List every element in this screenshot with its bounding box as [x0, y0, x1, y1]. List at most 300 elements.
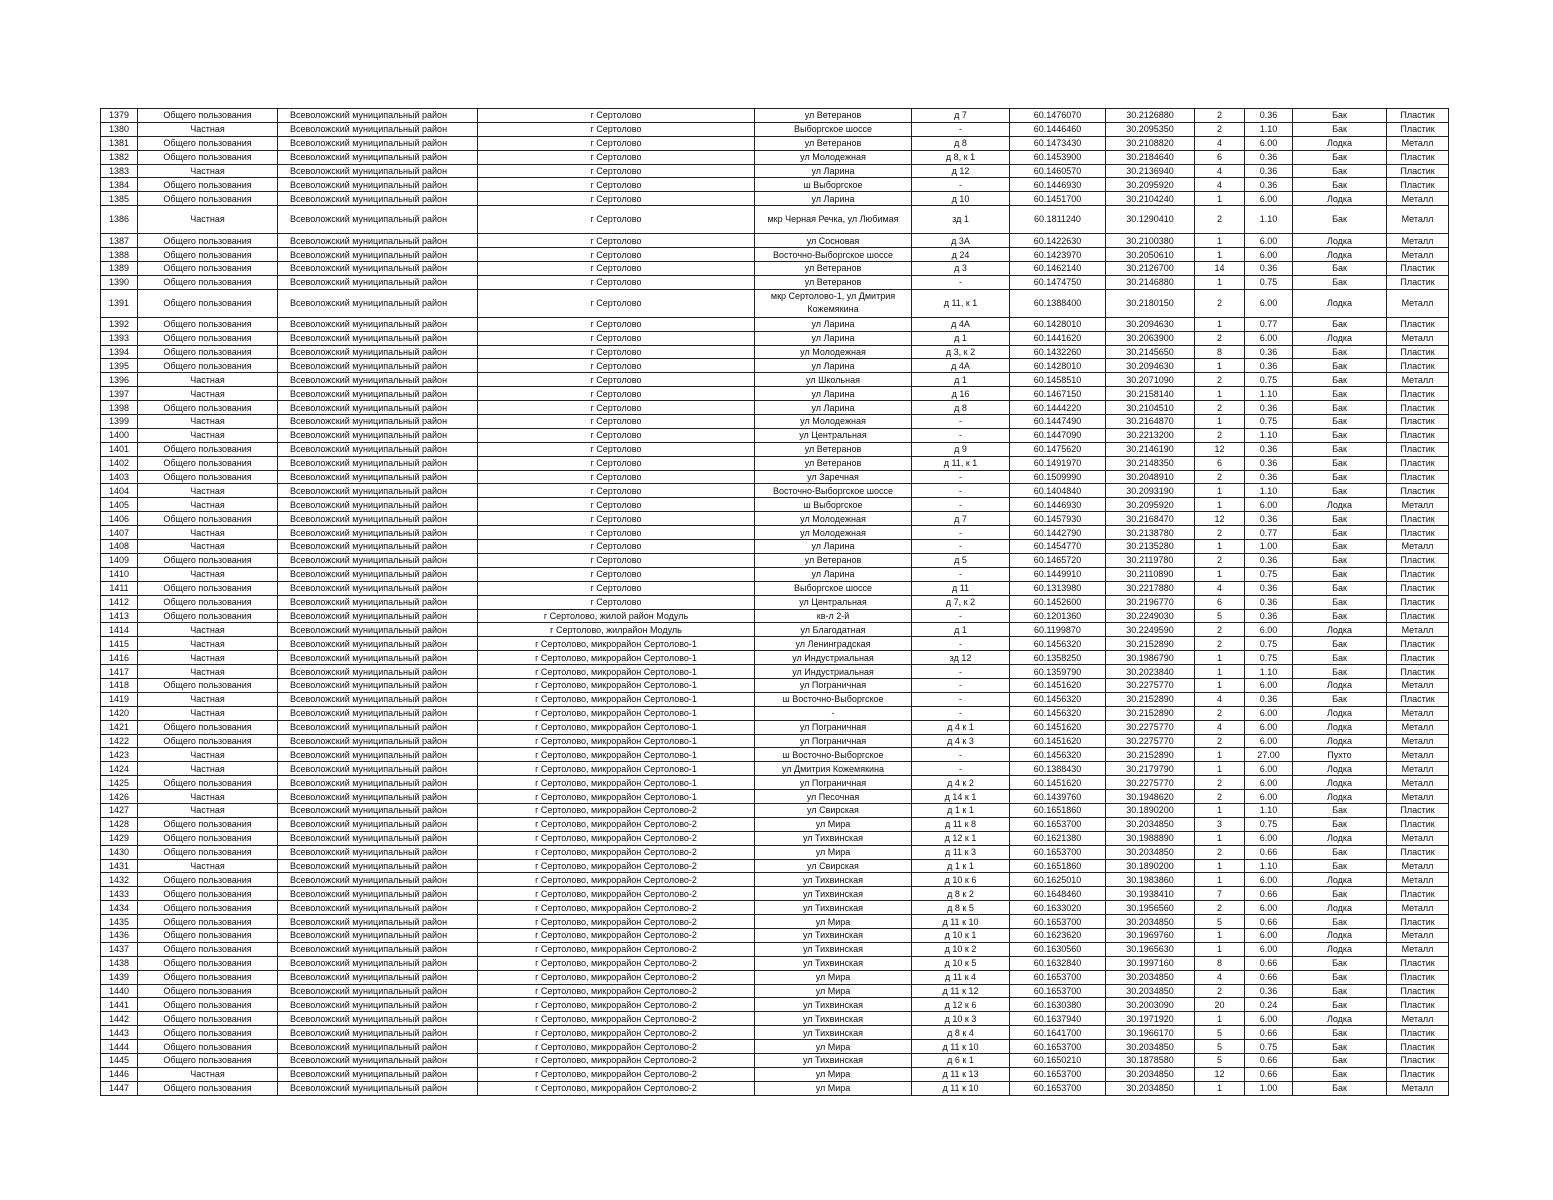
table-row	[101, 678, 1449, 692]
cell-material: Пластик	[1387, 526, 1449, 540]
cell-container-count: 1	[1195, 831, 1245, 845]
cell-street: мкр Черная Речка, ул Любимая	[755, 206, 912, 234]
cell-longitude: 30.2158140	[1106, 387, 1195, 401]
table-row	[101, 720, 1449, 734]
cell-row-number: 1446	[101, 1067, 138, 1081]
cell-volume: 0.66	[1245, 845, 1293, 859]
cell-row-number: 1420	[101, 706, 138, 720]
cell-street: ул Мира	[755, 1040, 912, 1054]
cell-material: Пластик	[1387, 122, 1449, 136]
cell-latitude: 60.1439760	[1010, 790, 1106, 804]
cell-container-type: Лодка	[1293, 678, 1387, 692]
table-row	[101, 289, 1449, 317]
cell-street: ул Центральная	[755, 428, 912, 442]
cell-material: Пластик	[1387, 345, 1449, 359]
cell-row-number: 1440	[101, 984, 138, 998]
cell-settlement: г Сертолово, микрорайон Сертолово-2	[478, 1067, 755, 1081]
cell-access-type: Общего пользования	[138, 915, 278, 929]
cell-settlement: г Сертолово, микрорайон Сертолово-2	[478, 1026, 755, 1040]
cell-settlement: г Сертолово	[478, 415, 755, 429]
cell-material: Металл	[1387, 623, 1449, 637]
cell-access-type: Общего пользования	[138, 831, 278, 845]
cell-access-type: Общего пользования	[138, 581, 278, 595]
cell-volume: 6.00	[1245, 706, 1293, 720]
cell-material: Пластик	[1387, 428, 1449, 442]
cell-district: Всеволожский муниципальный район	[278, 387, 478, 401]
cell-latitude: 60.1623620	[1010, 928, 1106, 942]
cell-longitude: 30.2179790	[1106, 762, 1195, 776]
cell-district: Всеволожский муниципальный район	[278, 859, 478, 873]
table-row	[101, 956, 1449, 970]
cell-access-type: Общего пользования	[138, 984, 278, 998]
cell-longitude: 30.1290410	[1106, 206, 1195, 234]
cell-volume: 0.36	[1245, 984, 1293, 998]
cell-container-type: Лодка	[1293, 762, 1387, 776]
cell-container-count: 1	[1195, 275, 1245, 289]
cell-longitude: 30.2213200	[1106, 428, 1195, 442]
cell-longitude: 30.2152890	[1106, 706, 1195, 720]
cell-street: ш Выборгское	[755, 178, 912, 192]
cell-access-type: Общего пользования	[138, 998, 278, 1012]
cell-house: -	[912, 415, 1010, 429]
cell-container-type: Лодка	[1293, 776, 1387, 790]
cell-volume: 0.75	[1245, 651, 1293, 665]
cell-row-number: 1416	[101, 651, 138, 665]
table-row	[101, 734, 1449, 748]
cell-container-count: 6	[1195, 456, 1245, 470]
cell-latitude: 60.1453900	[1010, 150, 1106, 164]
cell-latitude: 60.1428010	[1010, 359, 1106, 373]
cell-house: -	[912, 762, 1010, 776]
cell-material: Металл	[1387, 206, 1449, 234]
cell-house: д 11 к 13	[912, 1067, 1010, 1081]
cell-district: Всеволожский муниципальный район	[278, 692, 478, 706]
cell-access-type: Общего пользования	[138, 845, 278, 859]
cell-material: Пластик	[1387, 1040, 1449, 1054]
cell-longitude: 30.2095920	[1106, 178, 1195, 192]
cell-latitude: 60.1456320	[1010, 706, 1106, 720]
cell-street: ул Мира	[755, 970, 912, 984]
cell-container-count: 2	[1195, 984, 1245, 998]
cell-container-count: 4	[1195, 720, 1245, 734]
table-row	[101, 942, 1449, 956]
cell-container-count: 2	[1195, 122, 1245, 136]
cell-street: ул Сосновая	[755, 234, 912, 248]
cell-volume: 0.75	[1245, 415, 1293, 429]
cell-longitude: 30.2249590	[1106, 623, 1195, 637]
cell-longitude: 30.2148350	[1106, 456, 1195, 470]
cell-volume: 0.24	[1245, 998, 1293, 1012]
cell-longitude: 30.1971920	[1106, 1012, 1195, 1026]
cell-district: Всеволожский муниципальный район	[278, 428, 478, 442]
cell-container-type: Бак	[1293, 178, 1387, 192]
table-row	[101, 776, 1449, 790]
cell-container-count: 4	[1195, 178, 1245, 192]
cell-house: д 10 к 3	[912, 1012, 1010, 1026]
cell-longitude: 30.2048910	[1106, 470, 1195, 484]
cell-district: Всеволожский муниципальный район	[278, 150, 478, 164]
cell-material: Пластик	[1387, 595, 1449, 609]
cell-settlement: г Сертолово, микрорайон Сертолово-2	[478, 845, 755, 859]
cell-district: Всеволожский муниципальный район	[278, 928, 478, 942]
cell-longitude: 30.2108820	[1106, 136, 1195, 150]
cell-settlement: г Сертолово, микрорайон Сертолово-2	[478, 1040, 755, 1054]
cell-district: Всеволожский муниципальный район	[278, 317, 478, 331]
cell-container-type: Бак	[1293, 1040, 1387, 1054]
cell-row-number: 1435	[101, 915, 138, 929]
cell-container-type: Бак	[1293, 401, 1387, 415]
cell-material: Металл	[1387, 734, 1449, 748]
cell-container-count: 7	[1195, 887, 1245, 901]
cell-container-count: 6	[1195, 595, 1245, 609]
cell-material: Металл	[1387, 234, 1449, 248]
cell-material: Пластик	[1387, 387, 1449, 401]
cell-material: Пластик	[1387, 401, 1449, 415]
cell-volume: 6.00	[1245, 331, 1293, 345]
cell-container-count: 1	[1195, 415, 1245, 429]
table-row	[101, 317, 1449, 331]
cell-row-number: 1427	[101, 803, 138, 817]
cell-longitude: 30.2180150	[1106, 289, 1195, 317]
cell-container-type: Лодка	[1293, 192, 1387, 206]
cell-container-count: 2	[1195, 373, 1245, 387]
cell-longitude: 30.2095350	[1106, 122, 1195, 136]
cell-settlement: г Сертолово	[478, 331, 755, 345]
table-row	[101, 1067, 1449, 1081]
cell-street: ул Ларина	[755, 192, 912, 206]
cell-row-number: 1401	[101, 442, 138, 456]
cell-container-count: 1	[1195, 317, 1245, 331]
waste-site-registry-table	[100, 108, 1449, 1096]
cell-longitude: 30.2095920	[1106, 498, 1195, 512]
cell-row-number: 1394	[101, 345, 138, 359]
cell-settlement: г Сертолово	[478, 470, 755, 484]
cell-latitude: 60.1446460	[1010, 122, 1106, 136]
cell-container-count: 1	[1195, 498, 1245, 512]
cell-latitude: 60.1653700	[1010, 984, 1106, 998]
cell-house: -	[912, 178, 1010, 192]
cell-material: Пластик	[1387, 262, 1449, 276]
cell-material: Пластик	[1387, 651, 1449, 665]
cell-material: Пластик	[1387, 275, 1449, 289]
cell-material: Металл	[1387, 873, 1449, 887]
cell-container-count: 2	[1195, 637, 1245, 651]
cell-house: д 11 к 10	[912, 915, 1010, 929]
cell-district: Всеволожский муниципальный район	[278, 901, 478, 915]
cell-volume: 0.36	[1245, 692, 1293, 706]
cell-street: ул Тихвинская	[755, 901, 912, 915]
registry-body	[101, 109, 1449, 1096]
cell-settlement: г Сертолово, микрорайон Сертолово-1	[478, 692, 755, 706]
cell-street: ул Ларина	[755, 164, 912, 178]
cell-access-type: Частная	[138, 748, 278, 762]
cell-longitude: 30.2275770	[1106, 776, 1195, 790]
cell-district: Всеволожский муниципальный район	[278, 456, 478, 470]
cell-latitude: 60.1632840	[1010, 956, 1106, 970]
cell-access-type: Частная	[138, 498, 278, 512]
cell-house: зд 1	[912, 206, 1010, 234]
table-row	[101, 581, 1449, 595]
cell-street: ул Молодежная	[755, 526, 912, 540]
cell-container-type: Лодка	[1293, 831, 1387, 845]
cell-access-type: Частная	[138, 692, 278, 706]
cell-longitude: 30.2152890	[1106, 637, 1195, 651]
cell-longitude: 30.2136940	[1106, 164, 1195, 178]
cell-street: ул Пограничная	[755, 720, 912, 734]
cell-settlement: г Сертолово, микрорайон Сертолово-1	[478, 637, 755, 651]
cell-access-type: Общего пользования	[138, 595, 278, 609]
cell-container-count: 14	[1195, 262, 1245, 276]
cell-container-type: Бак	[1293, 1081, 1387, 1095]
cell-latitude: 60.1451620	[1010, 720, 1106, 734]
cell-settlement: г Сертолово	[478, 262, 755, 276]
cell-house: д 3А	[912, 234, 1010, 248]
cell-material: Пластик	[1387, 845, 1449, 859]
cell-street: ул Школьная	[755, 373, 912, 387]
cell-row-number: 1415	[101, 637, 138, 651]
cell-container-count: 4	[1195, 164, 1245, 178]
cell-material: Металл	[1387, 859, 1449, 873]
cell-access-type: Частная	[138, 122, 278, 136]
cell-longitude: 30.2034850	[1106, 984, 1195, 998]
cell-district: Всеволожский муниципальный район	[278, 720, 478, 734]
cell-street: ул Мира	[755, 817, 912, 831]
cell-row-number: 1437	[101, 942, 138, 956]
cell-container-count: 2	[1195, 706, 1245, 720]
cell-row-number: 1429	[101, 831, 138, 845]
cell-container-count: 2	[1195, 109, 1245, 123]
cell-latitude: 60.1388430	[1010, 762, 1106, 776]
cell-longitude: 30.1890200	[1106, 803, 1195, 817]
cell-house: д 11 к 4	[912, 970, 1010, 984]
cell-latitude: 60.1452600	[1010, 595, 1106, 609]
cell-settlement: г Сертолово, микрорайон Сертолово-2	[478, 887, 755, 901]
cell-street: ул Дмитрия Кожемякина	[755, 762, 912, 776]
cell-street: ш Восточно-Выборгское	[755, 748, 912, 762]
table-row	[101, 387, 1449, 401]
cell-street: ул Ларина	[755, 567, 912, 581]
table-row	[101, 345, 1449, 359]
cell-latitude: 60.1313980	[1010, 581, 1106, 595]
cell-longitude: 30.2094630	[1106, 317, 1195, 331]
cell-row-number: 1421	[101, 720, 138, 734]
cell-district: Всеволожский муниципальный район	[278, 1040, 478, 1054]
cell-volume: 6.00	[1245, 234, 1293, 248]
cell-longitude: 30.2003090	[1106, 998, 1195, 1012]
table-row	[101, 553, 1449, 567]
cell-street: кв-л 2-й	[755, 609, 912, 623]
cell-house: -	[912, 498, 1010, 512]
cell-access-type: Общего пользования	[138, 720, 278, 734]
cell-street: ул Тихвинская	[755, 1026, 912, 1040]
cell-material: Пластик	[1387, 665, 1449, 679]
cell-container-type: Бак	[1293, 317, 1387, 331]
table-row	[101, 665, 1449, 679]
cell-row-number: 1384	[101, 178, 138, 192]
cell-street: ул Ветеранов	[755, 275, 912, 289]
table-row	[101, 262, 1449, 276]
cell-district: Всеволожский муниципальный район	[278, 915, 478, 929]
table-row	[101, 512, 1449, 526]
cell-container-type: Бак	[1293, 150, 1387, 164]
cell-latitude: 60.1449910	[1010, 567, 1106, 581]
cell-material: Пластик	[1387, 887, 1449, 901]
cell-container-type: Лодка	[1293, 289, 1387, 317]
cell-longitude: 30.2126700	[1106, 262, 1195, 276]
cell-latitude: 60.1811240	[1010, 206, 1106, 234]
cell-volume: 0.36	[1245, 553, 1293, 567]
cell-latitude: 60.1462140	[1010, 262, 1106, 276]
cell-container-type: Бак	[1293, 359, 1387, 373]
cell-row-number: 1411	[101, 581, 138, 595]
cell-access-type: Общего пользования	[138, 262, 278, 276]
cell-container-type: Лодка	[1293, 942, 1387, 956]
cell-street: ул Свирская	[755, 859, 912, 873]
table-row	[101, 567, 1449, 581]
cell-longitude: 30.2135280	[1106, 540, 1195, 554]
cell-house: д 11 к 8	[912, 817, 1010, 831]
cell-container-type: Бак	[1293, 1067, 1387, 1081]
cell-settlement: г Сертолово	[478, 192, 755, 206]
cell-longitude: 30.2126880	[1106, 109, 1195, 123]
cell-container-count: 2	[1195, 470, 1245, 484]
cell-material: Металл	[1387, 776, 1449, 790]
cell-material: Металл	[1387, 1081, 1449, 1095]
cell-row-number: 1395	[101, 359, 138, 373]
cell-district: Всеволожский муниципальный район	[278, 831, 478, 845]
cell-container-type: Лодка	[1293, 623, 1387, 637]
cell-row-number: 1408	[101, 540, 138, 554]
cell-longitude: 30.2110890	[1106, 567, 1195, 581]
table-row	[101, 1026, 1449, 1040]
cell-container-count: 2	[1195, 776, 1245, 790]
cell-longitude: 30.2071090	[1106, 373, 1195, 387]
table-row	[101, 178, 1449, 192]
table-row	[101, 748, 1449, 762]
cell-container-type: Бак	[1293, 275, 1387, 289]
cell-latitude: 60.1653700	[1010, 1067, 1106, 1081]
cell-street: Выборгское шоссе	[755, 122, 912, 136]
cell-district: Всеволожский муниципальный район	[278, 122, 478, 136]
cell-street: ул Тихвинская	[755, 928, 912, 942]
cell-row-number: 1387	[101, 234, 138, 248]
cell-settlement: г Сертолово, жилой район Модуль	[478, 609, 755, 623]
cell-container-count: 5	[1195, 915, 1245, 929]
cell-latitude: 60.1460570	[1010, 164, 1106, 178]
cell-material: Пластик	[1387, 581, 1449, 595]
cell-house: -	[912, 748, 1010, 762]
cell-longitude: 30.1938410	[1106, 887, 1195, 901]
cell-container-count: 1	[1195, 651, 1245, 665]
cell-latitude: 60.1456320	[1010, 637, 1106, 651]
cell-container-count: 2	[1195, 553, 1245, 567]
cell-container-count: 8	[1195, 345, 1245, 359]
cell-container-type: Бак	[1293, 387, 1387, 401]
cell-access-type: Общего пользования	[138, 956, 278, 970]
cell-material: Металл	[1387, 192, 1449, 206]
cell-longitude: 30.1997160	[1106, 956, 1195, 970]
cell-district: Всеволожский муниципальный район	[278, 956, 478, 970]
cell-longitude: 30.2146190	[1106, 442, 1195, 456]
cell-street: ул Песочная	[755, 790, 912, 804]
cell-district: Всеволожский муниципальный район	[278, 581, 478, 595]
cell-longitude: 30.2168470	[1106, 512, 1195, 526]
cell-longitude: 30.2100380	[1106, 234, 1195, 248]
cell-settlement: г Сертолово, микрорайон Сертолово-1	[478, 762, 755, 776]
cell-street: ул Мира	[755, 1081, 912, 1095]
cell-settlement: г Сертолово, микрорайон Сертолово-2	[478, 831, 755, 845]
cell-container-type: Лодка	[1293, 734, 1387, 748]
cell-material: Пластик	[1387, 359, 1449, 373]
cell-house: д 4 к 2	[912, 776, 1010, 790]
cell-settlement: г Сертолово, микрорайон Сертолово-2	[478, 984, 755, 998]
cell-district: Всеволожский муниципальный район	[278, 748, 478, 762]
cell-street: ул Ветеранов	[755, 553, 912, 567]
cell-district: Всеволожский муниципальный район	[278, 512, 478, 526]
table-row	[101, 192, 1449, 206]
cell-row-number: 1425	[101, 776, 138, 790]
table-row	[101, 373, 1449, 387]
cell-district: Всеволожский муниципальный район	[278, 442, 478, 456]
cell-settlement: г Сертолово	[478, 164, 755, 178]
cell-access-type: Частная	[138, 859, 278, 873]
cell-row-number: 1432	[101, 873, 138, 887]
cell-latitude: 60.1451620	[1010, 734, 1106, 748]
cell-house: -	[912, 637, 1010, 651]
cell-settlement: г Сертолово	[478, 498, 755, 512]
cell-row-number: 1403	[101, 470, 138, 484]
cell-house: д 3	[912, 262, 1010, 276]
cell-container-type: Бак	[1293, 665, 1387, 679]
cell-material: Пластик	[1387, 178, 1449, 192]
cell-district: Всеволожский муниципальный район	[278, 734, 478, 748]
cell-container-count: 1	[1195, 762, 1245, 776]
cell-container-count: 8	[1195, 956, 1245, 970]
cell-longitude: 30.2023840	[1106, 665, 1195, 679]
cell-street: ул Молодежная	[755, 345, 912, 359]
cell-access-type: Общего пользования	[138, 873, 278, 887]
cell-row-number: 1439	[101, 970, 138, 984]
cell-access-type: Частная	[138, 762, 278, 776]
cell-material: Металл	[1387, 1012, 1449, 1026]
cell-latitude: 60.1653700	[1010, 1040, 1106, 1054]
cell-material: Пластик	[1387, 470, 1449, 484]
cell-house: д 11	[912, 581, 1010, 595]
cell-longitude: 30.2104240	[1106, 192, 1195, 206]
cell-house: д 1 к 1	[912, 859, 1010, 873]
cell-container-type: Бак	[1293, 540, 1387, 554]
cell-material: Металл	[1387, 289, 1449, 317]
cell-district: Всеволожский муниципальный район	[278, 873, 478, 887]
cell-container-type: Бак	[1293, 526, 1387, 540]
cell-volume: 6.00	[1245, 623, 1293, 637]
cell-access-type: Частная	[138, 1067, 278, 1081]
cell-district: Всеволожский муниципальный район	[278, 595, 478, 609]
table-row	[101, 623, 1449, 637]
cell-material: Металл	[1387, 678, 1449, 692]
cell-row-number: 1386	[101, 206, 138, 234]
cell-house: зд 12	[912, 651, 1010, 665]
cell-street: ш Восточно-Выборгское	[755, 692, 912, 706]
cell-material: Пластик	[1387, 609, 1449, 623]
cell-volume: 0.75	[1245, 637, 1293, 651]
cell-access-type: Общего пользования	[138, 901, 278, 915]
cell-volume: 0.77	[1245, 526, 1293, 540]
cell-container-type: Бак	[1293, 1054, 1387, 1068]
cell-row-number: 1396	[101, 373, 138, 387]
cell-settlement: г Сертолово	[478, 206, 755, 234]
cell-volume: 0.36	[1245, 470, 1293, 484]
